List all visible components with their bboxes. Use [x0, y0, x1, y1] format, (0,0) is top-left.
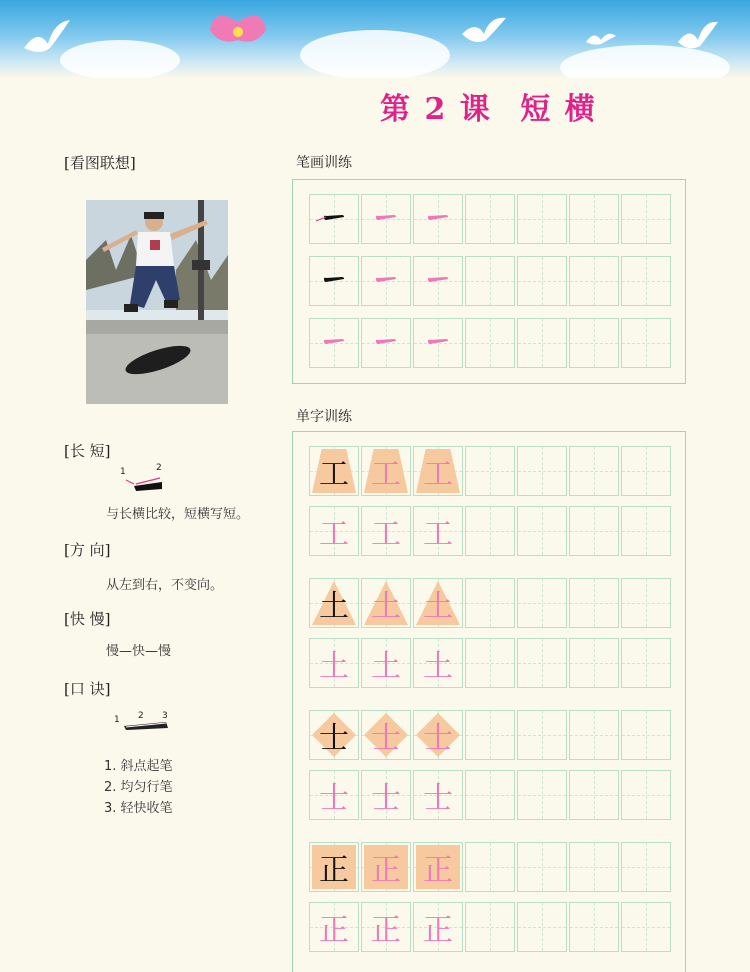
practice-cell[interactable]: [517, 710, 567, 760]
trace-character: 正: [423, 853, 453, 888]
practice-cell[interactable]: [517, 842, 567, 892]
practice-cell[interactable]: [621, 638, 671, 688]
practice-cell[interactable]: [465, 578, 515, 628]
practice-cell[interactable]: [621, 318, 671, 368]
practice-cell[interactable]: [465, 710, 515, 760]
practice-cell[interactable]: [413, 318, 463, 368]
practice-cell[interactable]: [413, 194, 463, 244]
practice-cell[interactable]: [517, 902, 567, 952]
practice-cell[interactable]: [413, 710, 463, 760]
traced-short-horizontal-stroke: [362, 257, 410, 305]
model-character: 正: [319, 853, 349, 888]
stroke-training-panel: [292, 179, 686, 384]
trace-character: 土: [319, 649, 349, 684]
practice-cell[interactable]: [361, 506, 411, 556]
practice-cell[interactable]: [309, 256, 359, 306]
practice-cell[interactable]: [517, 318, 567, 368]
kite-icon: [200, 10, 276, 70]
diagram-number: 2: [138, 711, 144, 721]
practice-cell[interactable]: [569, 506, 619, 556]
practice-cell[interactable]: [569, 256, 619, 306]
practice-cell[interactable]: [309, 902, 359, 952]
practice-cell[interactable]: [569, 318, 619, 368]
practice-cell[interactable]: [517, 256, 567, 306]
practice-cell[interactable]: [309, 578, 359, 628]
practice-cell[interactable]: [569, 842, 619, 892]
traced-short-horizontal-stroke: [362, 319, 410, 367]
practice-cell[interactable]: [621, 842, 671, 892]
practice-cell[interactable]: [517, 506, 567, 556]
trace-character: 士: [371, 781, 401, 816]
practice-cell[interactable]: [569, 194, 619, 244]
practice-cell[interactable]: [465, 638, 515, 688]
mnemonic-line-3: 3. 轻快收笔: [104, 801, 173, 816]
practice-cell[interactable]: [361, 318, 411, 368]
trace-character: 土: [423, 649, 453, 684]
trace-character: 工: [371, 457, 401, 492]
practice-cell[interactable]: [465, 506, 515, 556]
traced-short-horizontal-stroke: [414, 257, 462, 305]
practice-cell[interactable]: [413, 256, 463, 306]
section-text-direction: 从左到右，不变向。: [106, 578, 224, 593]
practice-cell[interactable]: [361, 638, 411, 688]
model-character: 工: [319, 457, 349, 492]
diagram-number: 1: [120, 467, 126, 477]
practice-cell[interactable]: [517, 446, 567, 496]
practice-cell[interactable]: [465, 446, 515, 496]
practice-cell[interactable]: [517, 770, 567, 820]
practice-cell[interactable]: [413, 770, 463, 820]
section-label-direction: [方 向]: [64, 541, 111, 559]
char-training-label: 单字训练: [296, 409, 352, 425]
practice-cell[interactable]: [309, 638, 359, 688]
practice-cell[interactable]: [569, 770, 619, 820]
model-character: 土: [319, 589, 349, 624]
practice-cell[interactable]: [621, 710, 671, 760]
practice-cell[interactable]: [413, 578, 463, 628]
skateboarder-photo: [86, 200, 228, 404]
trace-character: 工: [423, 517, 453, 552]
practice-cell[interactable]: [361, 902, 411, 952]
practice-cell[interactable]: [569, 446, 619, 496]
practice-cell[interactable]: [621, 256, 671, 306]
practice-cell[interactable]: [361, 256, 411, 306]
practice-cell[interactable]: [413, 506, 463, 556]
practice-cell[interactable]: [465, 256, 515, 306]
trace-character: 正: [319, 913, 349, 948]
practice-cell[interactable]: [361, 770, 411, 820]
trace-character: 土: [423, 589, 453, 624]
diagram-number: 1: [114, 715, 120, 725]
practice-cell[interactable]: [465, 902, 515, 952]
practice-cell[interactable]: [309, 194, 359, 244]
model-character: 士: [319, 721, 349, 756]
practice-cell[interactable]: [309, 710, 359, 760]
practice-cell[interactable]: [465, 194, 515, 244]
diagram-number: 3: [162, 711, 168, 721]
trace-character: 土: [371, 649, 401, 684]
traced-short-horizontal-stroke: [362, 195, 410, 243]
mnemonic-line-2: 2. 均匀行笔: [104, 780, 173, 795]
trace-character: 工: [423, 457, 453, 492]
practice-cell[interactable]: [413, 638, 463, 688]
practice-cell[interactable]: [361, 710, 411, 760]
practice-cell[interactable]: [413, 902, 463, 952]
page-title: [380, 84, 613, 128]
trace-character: 正: [423, 913, 453, 948]
practice-cell[interactable]: [569, 710, 619, 760]
practice-cell[interactable]: [621, 902, 671, 952]
section-text-speed: 慢—快—慢: [106, 644, 172, 659]
practice-cell[interactable]: [309, 842, 359, 892]
practice-cell[interactable]: [361, 446, 411, 496]
practice-cell[interactable]: [621, 194, 671, 244]
practice-cell[interactable]: [517, 194, 567, 244]
traced-short-horizontal-stroke: [310, 319, 358, 367]
practice-cell[interactable]: [413, 842, 463, 892]
bird-icon: [20, 18, 76, 64]
practice-cell[interactable]: [309, 506, 359, 556]
practice-cell[interactable]: [309, 318, 359, 368]
mnemonic-line-1: 1. 斜点起笔: [104, 759, 173, 774]
short-horizontal-stroke: [310, 257, 358, 305]
trace-character: 工: [319, 517, 349, 552]
trace-character: 土: [371, 589, 401, 624]
practice-cell[interactable]: [413, 446, 463, 496]
traced-short-horizontal-stroke: [414, 195, 462, 243]
practice-cell[interactable]: [517, 638, 567, 688]
bird-icon: [460, 14, 508, 54]
practice-cell[interactable]: [621, 506, 671, 556]
practice-cell[interactable]: [465, 318, 515, 368]
trace-character: 士: [423, 781, 453, 816]
trace-character: 士: [371, 721, 401, 756]
short-horizontal-stroke: [310, 195, 358, 243]
practice-cell[interactable]: [465, 842, 515, 892]
picture-label: [看图联想]: [64, 154, 136, 172]
practice-cell[interactable]: [361, 578, 411, 628]
section-label-speed: [快 慢]: [64, 610, 111, 628]
diagram-number: 2: [156, 463, 162, 473]
practice-cell[interactable]: [465, 770, 515, 820]
lesson-topic: 短 横: [520, 92, 597, 127]
practice-cell[interactable]: [517, 578, 567, 628]
practice-cell[interactable]: [569, 638, 619, 688]
sky-header: [0, 0, 750, 78]
char-training-panel: [292, 431, 686, 972]
practice-cell[interactable]: [309, 446, 359, 496]
trace-character: 士: [319, 781, 349, 816]
traced-short-horizontal-stroke: [414, 319, 462, 367]
trace-character: 正: [371, 913, 401, 948]
short-stroke-diagram: [112, 462, 172, 498]
practice-cell[interactable]: [569, 902, 619, 952]
practice-cell[interactable]: [621, 446, 671, 496]
bird-icon: [676, 18, 720, 58]
bird-icon: [584, 28, 618, 48]
practice-cell[interactable]: [569, 578, 619, 628]
practice-cell[interactable]: [361, 842, 411, 892]
trace-character: 士: [423, 721, 453, 756]
section-label-length: [长 短]: [64, 442, 111, 460]
trace-character: 工: [371, 517, 401, 552]
practice-cell[interactable]: [309, 770, 359, 820]
stroke-training-label: 笔画训练: [296, 155, 352, 171]
practice-cell[interactable]: [621, 770, 671, 820]
trace-character: 正: [371, 853, 401, 888]
practice-cell[interactable]: [361, 194, 411, 244]
stroke-steps-diagram: [112, 708, 176, 736]
section-label-mnemonic: [口 诀]: [64, 680, 111, 698]
section-text-length: 与长横比较，短横写短。: [106, 507, 250, 522]
lesson-number: 第 2 课: [380, 92, 492, 127]
practice-cell[interactable]: [621, 578, 671, 628]
